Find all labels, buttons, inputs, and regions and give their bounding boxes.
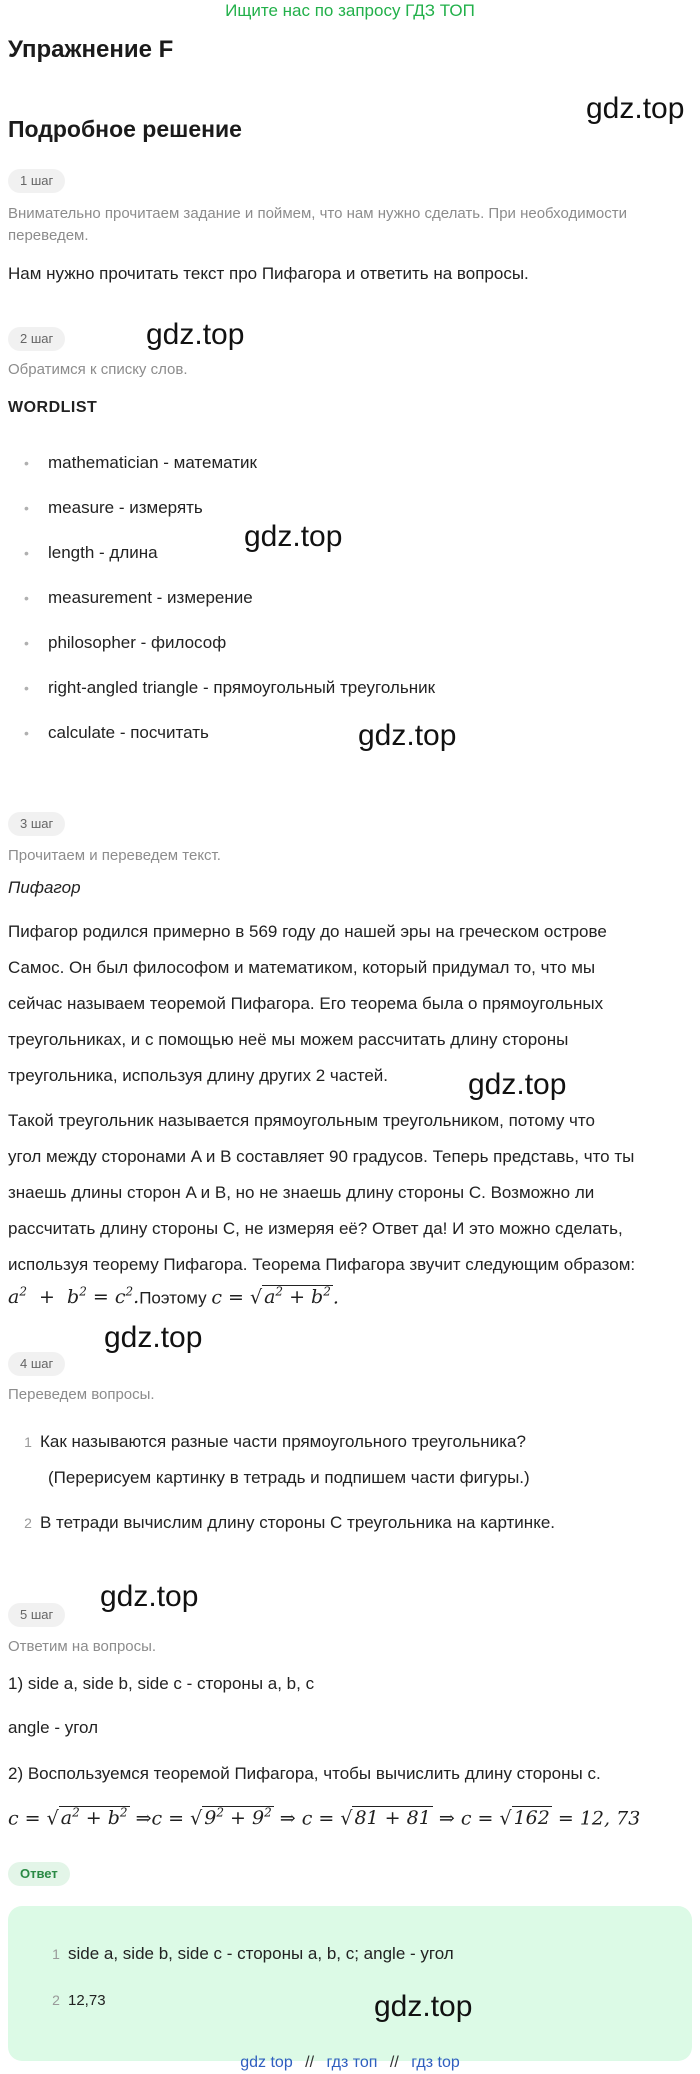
step-1-text: Нам нужно прочитать текст про Пифагора и ответить на вопросы. bbox=[8, 264, 529, 283]
question-2: 2 В тетради вычислим длину стороны C треугольника на картинке. bbox=[24, 1513, 555, 1532]
top-banner: Ищите нас по запросу ГДЗ ТОП bbox=[225, 1, 475, 20]
list-item: • mathematician - математик bbox=[8, 451, 688, 496]
answer-line-2: angle - угол bbox=[8, 1718, 99, 1737]
calculation-formula: c = √ $a^2 + b^2$ ⇒c = √ $9^2 + 9^2$ ⇒ c = √ 81 + 81 ⇒ c = √ 162 = 12, 73 bbox=[8, 1806, 641, 1830]
footer-links: gdz top // гдз топ // гдз top bbox=[240, 2054, 460, 2071]
footer-link[interactable]: гдз top bbox=[411, 2054, 460, 2071]
answer-badge: Ответ bbox=[8, 1862, 70, 1886]
watermark: gdz.top bbox=[244, 520, 343, 553]
watermark: gdz.top bbox=[104, 1321, 203, 1354]
answer-box bbox=[8, 1906, 692, 2061]
answer-line-3: 2) Воспользуемся теоремой Пифагора, чтобы вычислить длину стороны c. bbox=[8, 1764, 601, 1783]
question-1: 1 Как называются разные части прямоугольного треугольника? bbox=[24, 1432, 526, 1451]
watermark: gdz.top bbox=[468, 1068, 567, 1101]
list-item: • philosopher - философ bbox=[8, 631, 688, 676]
step-3-badge: 3 шаг bbox=[8, 812, 65, 836]
step-1-badge: 1 шаг bbox=[8, 169, 65, 193]
paragraph-2: Такой треугольник называется прямоугольным треугольником, потому что угол между сторонами A и B составляет 90 градусов. Теперь представь, что ты знаешь длины сторон A и B, но не знаешь длину стороны C. Возможно ли рассчитать длину стороны C, не измеряя её? Ответ да! И это можно сделать, используя теорему Пифагора. Теорема Пифагора звучит следующим образом: bbox=[8, 1111, 636, 1274]
paragraph-1: Пифагор родился примерно в 569 году до нашей эры на греческом острове Самос. Он был философом и математиком, который придумал то, что мы сейчас называем теоремой Пифагора. Его теорема была о прямоугольных треугольниках, и с помощью неё мы можем рассчитать длину стороны треугольника, используя длину других 2 частей. bbox=[8, 922, 607, 1085]
list-item: • calculate - посчитать bbox=[8, 721, 688, 766]
footer-link[interactable]: гдз топ bbox=[326, 2054, 378, 2071]
section-title: Подробное решение bbox=[8, 116, 242, 142]
list-item: • right-angled triangle - прямоугольный треугольник bbox=[8, 676, 688, 721]
watermark: gdz.top bbox=[358, 719, 457, 752]
watermark: gdz.top bbox=[146, 318, 245, 351]
list-item: • length - длина bbox=[8, 541, 688, 586]
text-heading: Пифагор bbox=[8, 878, 81, 897]
footer-link[interactable]: gdz top bbox=[240, 2054, 293, 2071]
step-1-hint: Внимательно прочитаем задание и поймем, что нам нужно сделать. При необходимости переведем. bbox=[8, 205, 628, 244]
list-item: • measurement - измерение bbox=[8, 586, 688, 631]
watermark: gdz.top bbox=[374, 1990, 473, 2023]
watermark: gdz.top bbox=[586, 92, 685, 125]
wordlist-heading: WORDLIST bbox=[8, 399, 98, 416]
wordlist bbox=[8, 451, 688, 766]
step-5-hint: Ответим на вопросы. bbox=[8, 1638, 157, 1655]
list-item: • measure - измерять bbox=[8, 496, 688, 541]
step-3-hint: Прочитаем и переведем текст. bbox=[8, 847, 221, 864]
answer-item-1: 1 side a, side b, side c - стороны a, b, c; angle - угол bbox=[52, 1944, 454, 1963]
page-title: Упражнение F bbox=[8, 36, 174, 63]
pythagoras-formula: $a^2 + b^2$ = $c^2.Поэтому$ c = √ $a^2 + b^2$ . bbox=[8, 1285, 339, 1309]
step-5-badge: 5 шаг bbox=[8, 1603, 65, 1627]
step-4-badge: 4 шаг bbox=[8, 1352, 65, 1376]
watermark: gdz.top bbox=[100, 1580, 199, 1613]
answer-line-1: 1) side a, side b, side c - стороны a, b, c bbox=[8, 1674, 315, 1693]
answer-item-2: 2 12,73 bbox=[52, 1992, 106, 2009]
step-2-hint: Обратимся к списку слов. bbox=[8, 361, 188, 378]
step-2-badge: 2 шаг bbox=[8, 327, 65, 351]
question-1-note: (Перерисуем картинку в тетрадь и подпишем части фигуры.) bbox=[48, 1468, 530, 1487]
step-4-hint: Переведем вопросы. bbox=[8, 1386, 155, 1403]
